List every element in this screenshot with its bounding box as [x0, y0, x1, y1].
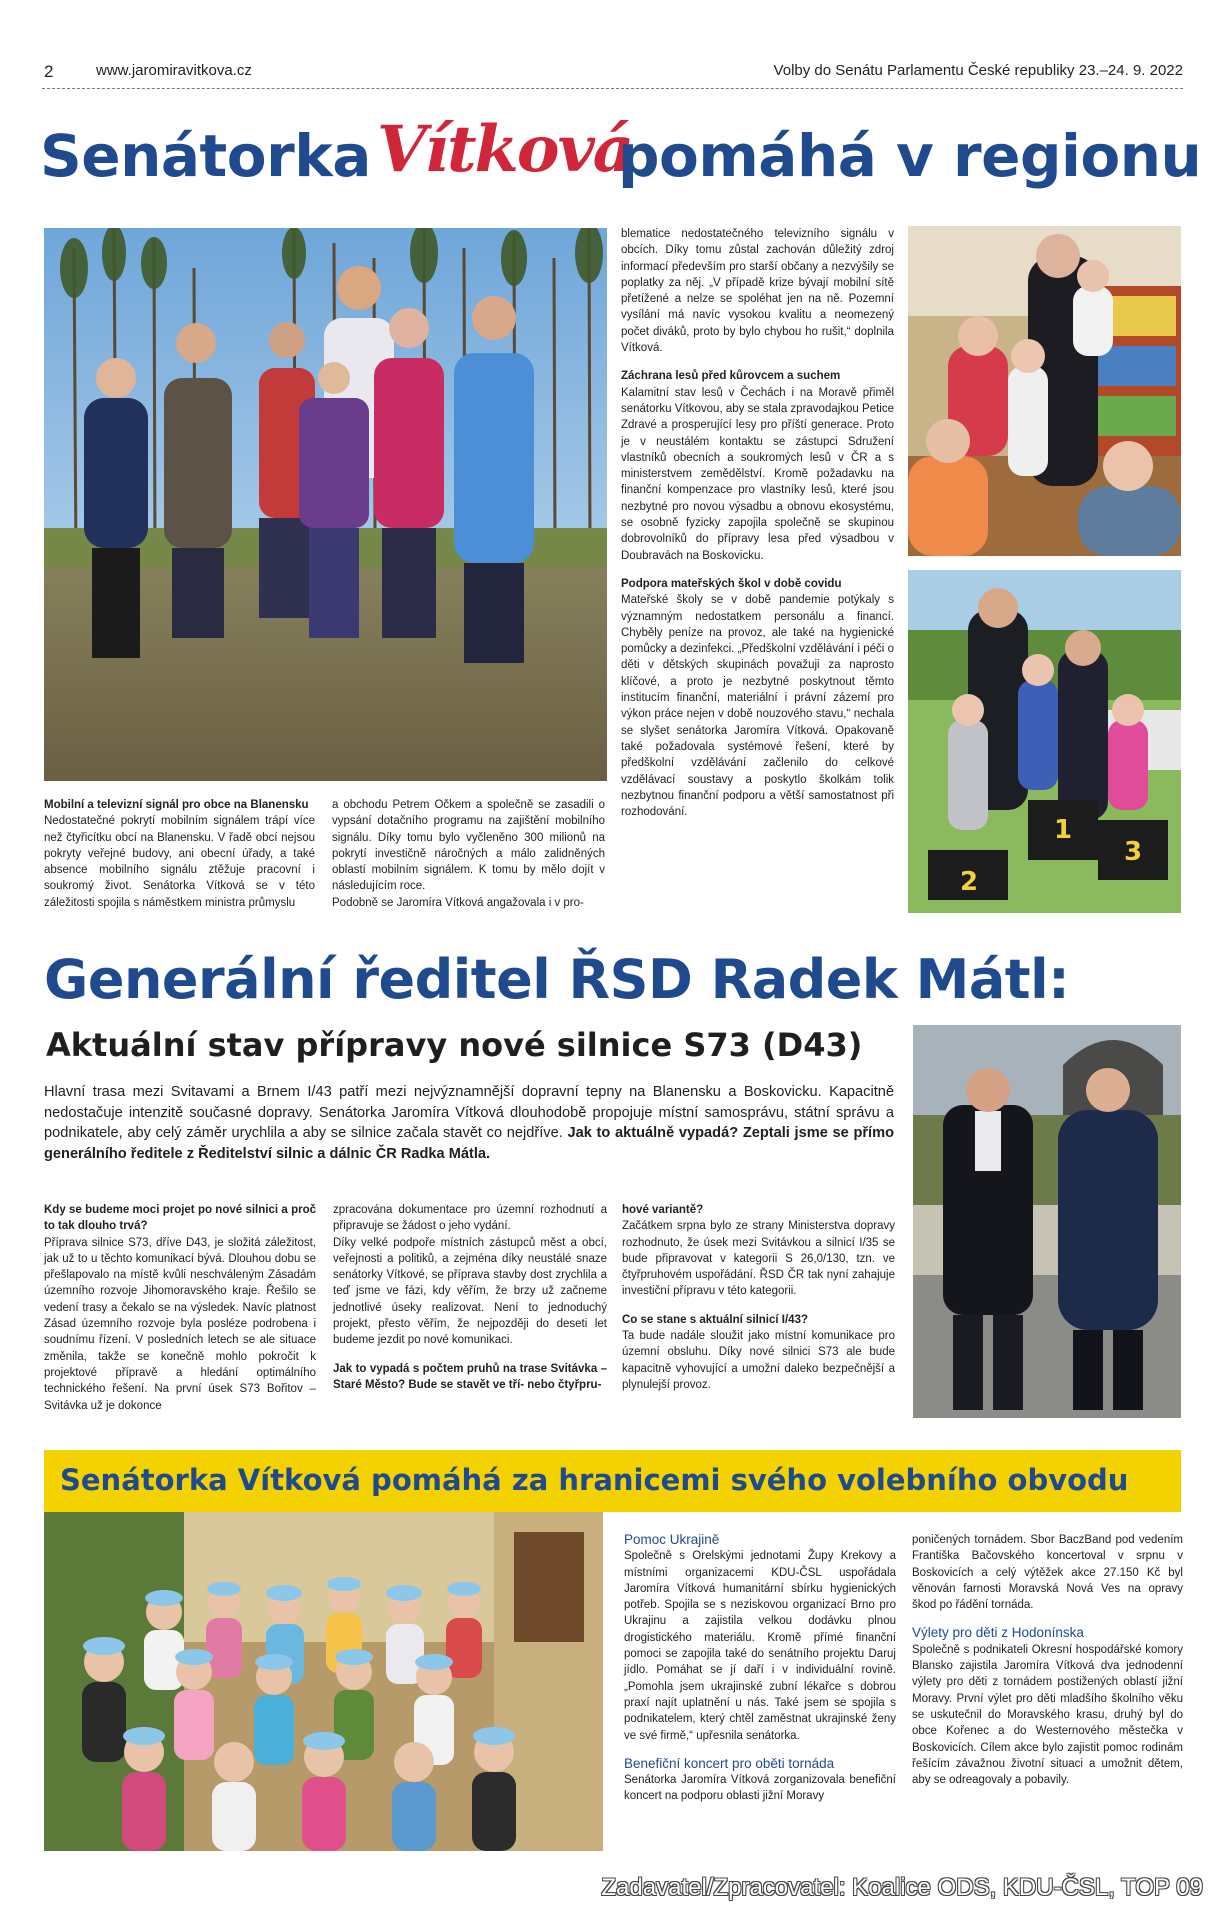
- interview-answer-1-continued-2: Díky velké podpoře místních zástupců měst a obcí, veřejnosti a politiků, a zejména díky neustálé snaze senátorky Vítkové, se příprava stavby dost zrychlila a teď jsme ve fázi, kdy věřím, že brzy už začneme jednotlivé úseky realizovat. Není to jednoduchý projekt, přesto věřím, že nejpozději do deseti let budeme jezdit po nové komunikaci.: [333, 1236, 607, 1347]
- article3-paragraph-concert: Senátorka Jaromíra Vítková zorganizovala benefiční koncert na podporu oblasti jižní Moravy: [624, 1774, 896, 1803]
- article1-col2-paragraph-1: a obchodu Petrem Očkem a společně se zasadili o vypsání dotačního programu na zajištění mobilního signálu. Díky tomu bylo vyčleněno 300 milionů na pokrytí investičně náročných a málo zalidněných oblastí mobilním signálem. K tomu by mělo dojít v následujícím roce.: [332, 799, 605, 893]
- article3-paragraph-concert-continued: poničených tornádem. Sbor BaczBand pod vedením Františka Bačovského koncertoval v srpnu v Boskovicích a celý výtěžek akce 27.150 Kč byl věnován farnosti Moravská Nová Ves na opravy škod po řádění tornáda.: [912, 1534, 1183, 1612]
- article1-col3-paragraph-2: Kalamitní stav lesů v Čechách i na Moravě přiměl senátorku Vítkovou, aby se stala zpravodajkou Petice Zdravé a prosperující lesy pro příští generace. Proto je v neustálém kontaktu se zástupci Sdružení vlastníků obecních a soukromých lesů v ČR a s ministerstvem zemědělství. Kromě požadavku na finanční kompenzace pro vlastníky lesů, které jsou nezbytné pro novou výsadbu a obnovu ekosystému, se osobně fyzicky zapojila společně se skupinou dobrovolníků do přípravy lesa před výsadbou v Doubravách na Boskovicku.: [621, 386, 894, 562]
- article2-title: Generální ředitel ŘSD Radek Mátl:: [44, 948, 1070, 1011]
- article1-col2-paragraph-2: Podobně se Jaromíra Vítková angažovala i v pro-: [332, 896, 584, 909]
- article3-column-2: [912, 1532, 1183, 1788]
- kindergarten-photo: [908, 226, 1181, 556]
- article2-column-1: [44, 1202, 316, 1414]
- article2-lead-plain: Hlavní trasa mezi Svitavami a Brnem I/43 patří mezi nejvýznamnější dopravní tepny na Blanensku a Boskovicku. Kapacitně nedostačuje intenzitě současné dopravy. Senátorka Jaromíra Vítková dlouhodobě propojuje místní samosprávu, státní správu a podnikatele, aby celý záměr urychlila a aby se silnice začala stavět co nejdříve.: [44, 1084, 894, 1141]
- article3-paragraph-ukraine: Společně s Orelskými jednotami Župy Krekovy a místními organizacemi KDU-ČSL uspořádala Jaromíra Vítková humanitární sbírku hygienických potřeb. Spojila se s neziskovou organizací Brno pro Ukrajinu a zajistila velkou dodávku plnou drogistického materiálu. Kromě přímé finanční pomoci se zapojila také do senátního projektu Daruj jídlo. Pomáhat se jí daří i v individuální rovině. „Pomohla jsem ukrajinské zubní lékařce s dobrou praxí najít uplatnění u nás. Také jsem se spojila s podnikatelem, který chtěl zaměstnat ukrajinské ženy ve své firmě,“ upřesnila senátorka.: [624, 1550, 896, 1742]
- matl-vitkova-photo: [913, 1025, 1181, 1418]
- article3-subheading-ukraine: Pomoc Ukrajině: [624, 1532, 720, 1547]
- article1-column-3: [621, 226, 894, 820]
- article1-col3-subheading-2: Záchrana lesů před kůrovcem a suchem: [621, 370, 841, 383]
- article1-column-1: [44, 797, 315, 911]
- article2-column-2: [333, 1202, 607, 1393]
- interview-answer-1-continued: zpracována dokumentace pro územní rozhodnutí a připravuje se žádost o jeho vydání.: [333, 1204, 607, 1233]
- article1-col1-subheading: Mobilní a televizní signál pro obce na Blanensku: [44, 799, 309, 811]
- podium-first-place-number: 1: [1053, 815, 1073, 845]
- article1-title-part2: pomáhá v regionu: [618, 122, 1202, 190]
- header-divider: [42, 88, 1183, 89]
- podium-third-place-number: 3: [1123, 837, 1143, 867]
- interview-question-1: Kdy se budeme moci projet po nové silnici a proč to tak dlouho trvá?: [44, 1204, 316, 1233]
- article1-col3-paragraph-1: blematice nedostatečného televizního signálu v obcích. Díky tomu zůstal zachován důležitý zdroj informací především pro starší občany a nezvýšily se poplatky za něj. „V případě krize bývají mobilní sítě přetížené a nelze se spoléhat jen na ně. Pozemní vysílání má navíc vysokou kvalitu a neomezený počet diváků, proto by bylo chybou ho rušit,“ doplnila Vítková.: [621, 228, 894, 355]
- interview-question-3: Co se stane s aktuální silnicí I/43?: [622, 1313, 808, 1326]
- interview-question-2-end: hové variantě?: [622, 1204, 704, 1216]
- interview-answer-2: Začátkem srpna bylo ze strany Ministerstva dopravy rozhodnuto, že úsek mezi Svitávkou a silnicí I/35 se bude připravovat v kategorii S 26,0/130, tzn. ve čtyřpruhovém uspořádání. ŘSD ČR tak nyní zahajuje investiční přípravu v této kategorii.: [622, 1220, 895, 1298]
- article3-column-1: [624, 1532, 896, 1805]
- article3-paragraph-trips: Společně s podnikateli Okresní hospodářské komory Blansko zajistila Jaromíra Vítková dva jednodenní výlety pro děti z tornádem postižených oblastí jižní Moravy. První výlet pro děti mladšího školního věku se uskutečnil do Moravského krasu, druhý byl do obce Kořenec a do Westernového městečka v Boskovicích. Cílem akce bylo zajistit pomoc rodinám řešícím závažnou životní situaci a umožnit dětem, aby se odreagovaly a pobavily.: [912, 1643, 1183, 1787]
- podium-photo: [908, 570, 1181, 913]
- article1-col3-subheading-3: Podpora mateřských škol v době covidu: [621, 577, 842, 590]
- interview-answer-1: Příprava silnice S73, dříve D43, je složitá záležitost, jak už to u těchto komunikací bývá. Dlouhou dobu se přešlapovalo na místě kvůli neschváleným Zásadám územního rozvoje Jihomoravského kraje. Řešilo se vedení trasy a čekalo se na výsledek. Navíc platnost Zásad územního rozvoje byla posléze podrobena i soudnímu řízení. V posledních letech se ale situace změnila, takže se konečně mohlo pokročit k projektové přípravě a hledání optimálního technického řešení. Na první úsek S73 Bořitov – Svitávka už je dokonce: [44, 1236, 316, 1412]
- interview-answer-3: Ta bude nadále sloužit jako místní komunikace pro územní obsluhu. Díky nové silnici S73 ale bude kapacitně vyhovující a umožní daleko bezpečnější a plynulejší provoz.: [622, 1330, 895, 1391]
- article1-title-part1: Senátorka: [40, 122, 371, 190]
- article3-title: Senátorka Vítková pomáhá za hranicemi svého volebního obvodu: [60, 1463, 1129, 1497]
- children-trip-photo: [44, 1512, 603, 1851]
- article1-col3-paragraph-3: Mateřské školy se v době pandemie potýkaly s významným nedostatkem personálu a financí. Chyběly peníze na provoz, ale také na hygienické pomůcky a dezinfekci. „Předškolní vzdělávání i péči o děti v dětských skupinách považuji za naprosto klíčové, a proto je nezbytné poskytnout těmto institucím finanční, materiální i právní zázemí pro výkon práce nejen v době nouzového stavu,“ nechala se slyšet senátorka Jaromíra Vítková. Opakovaně také požadovala systémové řešení, které by předškolní vzdělávání začlenilo do celkové vzdělávací soustavy a poskytlo školkám tolik nezbytnou finanční podporu a větší samostatnost při rozhodování.: [621, 594, 894, 819]
- volunteers-forest-photo: [44, 228, 607, 781]
- sponsor-footer: Zadavatel/Zpracovatel: Koalice ODS, KDU-ČSL, TOP 09: [601, 1874, 1203, 1901]
- article1-title-name: Vítková: [377, 112, 633, 187]
- page-number: 2: [44, 62, 54, 81]
- podium-second-place-number: 2: [959, 867, 979, 897]
- article2-lead: [44, 1082, 894, 1164]
- article2-subtitle: Aktuální stav přípravy nové silnice S73 (D43): [46, 1026, 863, 1064]
- website-link[interactable]: www.jaromiravitkova.cz: [96, 62, 252, 79]
- article1-column-2: [332, 797, 605, 911]
- article3-subheading-trips: Výlety pro děti z Hodonínska: [912, 1625, 1084, 1641]
- election-line: Volby do Senátu Parlamentu České republiky 23.–24. 9. 2022: [773, 62, 1183, 79]
- article2-column-3: [622, 1202, 895, 1393]
- article2-lead-question: Jak to aktuálně vypadá? Zeptali jsme se přímo generálního ředitele z Ředitelství silnic a dálnic ČR Radka Mátla.: [44, 1125, 894, 1162]
- interview-question-2: Jak to vypadá s počtem pruhů na trase Svitávka – Staré Město? Bude se stavět ve tří- nebo čtyřpru-: [333, 1362, 607, 1391]
- article1-col1-paragraph: Nedostatečné pokrytí mobilním signálem trápí více než čtyřicítku obcí na Blanensku. V řadě obcí nejsou pokryty veřejné budovy, ani obecní úřady, a také absence mobilního signálu ztěžuje pracovní i soukromý život. Senátorka Vítková se v této záležitosti spojila s náměstkem ministra průmyslu: [44, 815, 315, 909]
- article3-subheading-concert: Benefiční koncert pro oběti tornáda: [624, 1755, 835, 1771]
